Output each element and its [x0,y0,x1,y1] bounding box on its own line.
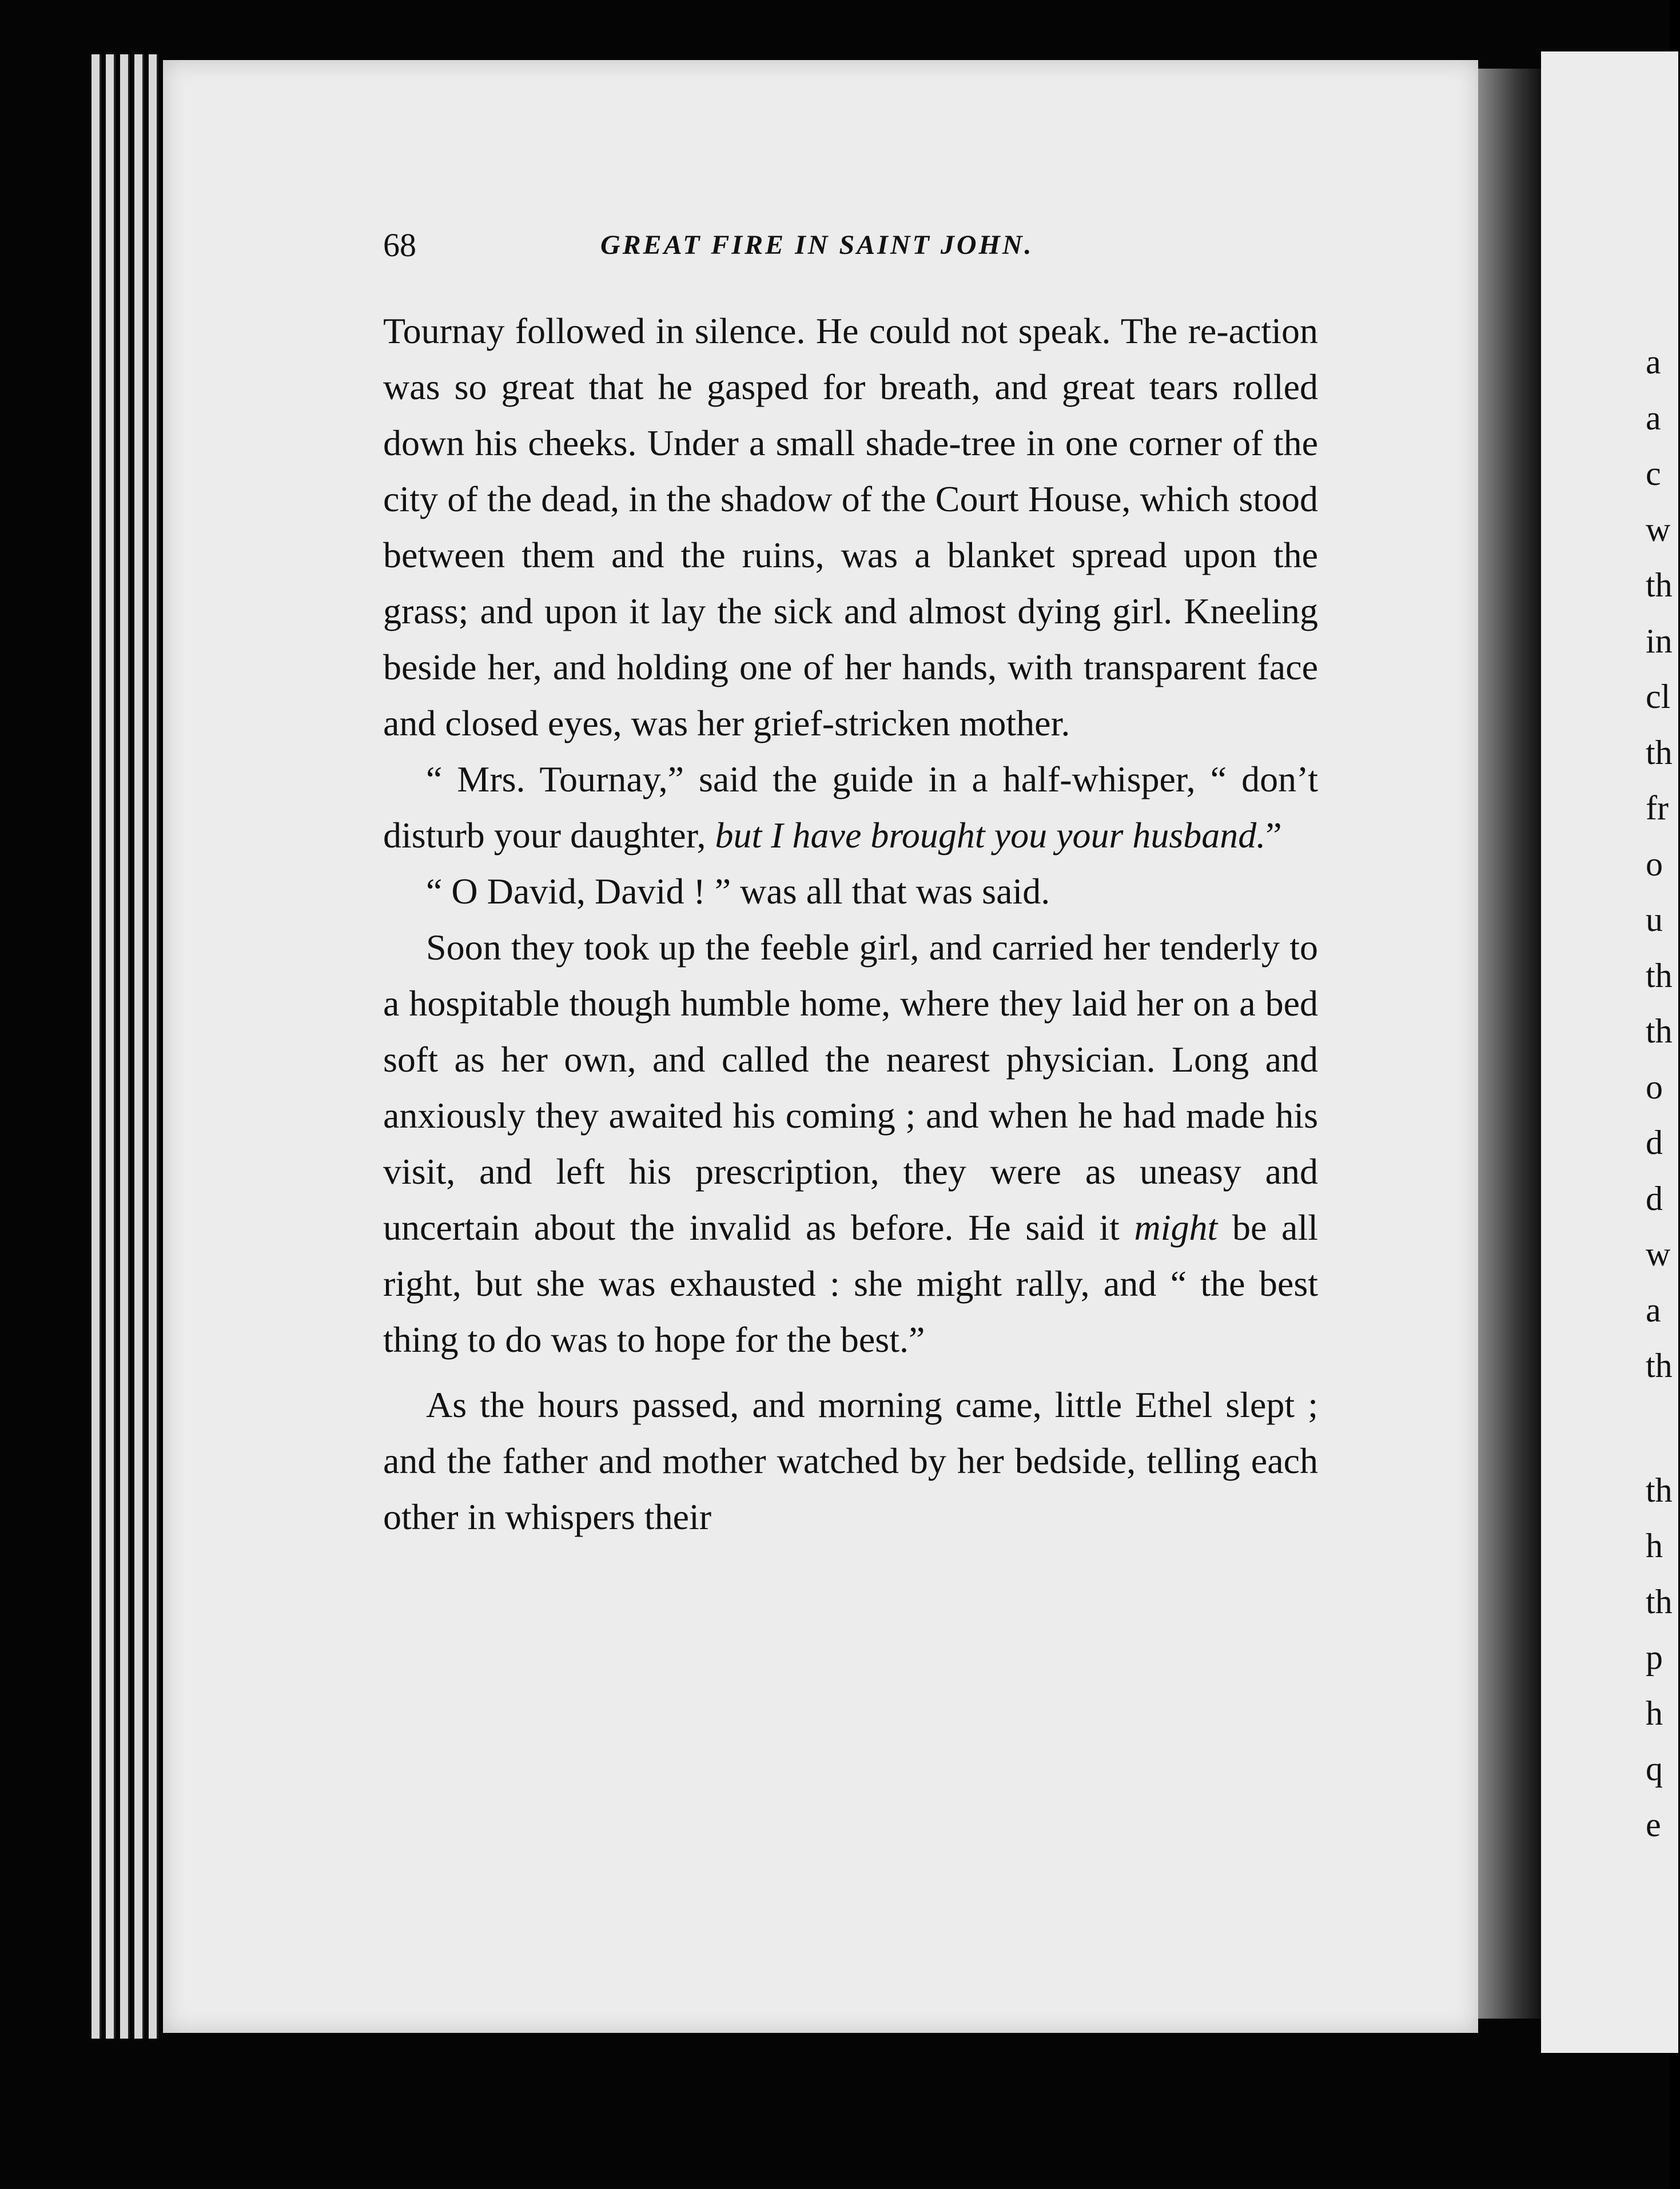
text-run: “ Mrs. Tournay,” said the guide in a half-whisper, “ don’t disturb your daughter, [383,759,1318,855]
paragraph [383,920,1318,1368]
right-page-line-fragment: c [1646,455,1661,492]
right-page-line-fragment: w [1646,510,1671,548]
paragraph [383,303,1318,751]
page-edge [149,54,158,2039]
page-edge [134,54,144,2039]
right-page-line-fragment [1646,1394,1680,1463]
book-gutter [1478,69,1541,2019]
page-header [383,226,1327,272]
page-edge [106,54,116,2039]
page-edge [91,54,101,2039]
right-page-line-fragment: h [1646,1694,1663,1732]
right-page-line-fragment: p [1646,1638,1663,1676]
italic-text: but I have brought you your husband. [715,815,1266,855]
right-page-line-fragment: th [1646,956,1673,994]
right-page-line-fragment: th [1646,566,1673,604]
text-run: be all right, but she was exhausted : she might rally, and “ the best thing to do was to hope for the best.” [383,1207,1319,1360]
right-page-line-fragment: th [1646,733,1673,771]
right-page-line-fragment: in [1646,622,1673,660]
right-page-line-fragment: d [1646,1124,1663,1161]
right-page-line-fragment: a [1646,343,1661,381]
right-page-line-fragment: a [1646,1291,1661,1329]
paragraph [383,1377,1318,1545]
right-page-line-fragment: d [1646,1179,1663,1217]
text-run: As the hours passed, and morning came, little Ethel slept ; and the father and mother watched by her bedside, telling each other in whispers their [383,1384,1318,1537]
text-run: “ O David, David ! ” was all that was said. [426,871,1050,912]
right-page-line-fragment: q [1646,1750,1663,1788]
body-text [383,303,1318,1545]
right-page-line-fragment: a [1646,399,1661,437]
text-run: Tournay followed in silence. He could not speak. The re-action was so great that he gasped for breath, and great tears rolled down his cheeks. Under a small shade-tree in one corner of the city of the dead, in the shadow of the Court House, which stood between them and the ruins, was a blanket spread upon the grass; and upon it lay the sick and almost dying girl. Kneeling beside her, and holding one of her hands, with transparent face and closed eyes, was her grief-stricken mother. [383,311,1318,743]
right-page-line-fragment: h [1646,1527,1663,1565]
right-page-line-fragment: cl [1646,678,1671,715]
right-page-line-fragment: th [1646,1582,1673,1621]
paragraph [383,751,1318,863]
right-page-line-fragment: th [1646,1347,1673,1384]
paragraph [383,863,1318,920]
page-number: 68 [383,226,416,264]
right-page-line-fragment: u [1646,901,1663,938]
right-page-text-fragments [1646,335,1680,1853]
text-run: ” [1265,815,1282,855]
page-edge [120,54,130,2039]
right-page-line-fragment: o [1646,1068,1663,1106]
right-page-line-fragment: e [1646,1805,1661,1844]
italic-text: might [1134,1207,1218,1248]
text-run: Soon they took up the feeble girl, and carried her tenderly to a hospitable though humble home, where they laid her on a bed soft as her own, and called the nearest physician. Long and anxiously they awaited his coming ; and when he had made his visit, and left his prescription, they were as uneasy and uncertain about the invalid as before. He said it [383,927,1318,1248]
right-page-line-fragment: w [1646,1235,1671,1273]
right-page-line-fragment: fr [1646,789,1669,827]
running-title: GREAT FIRE IN SAINT JOHN. [600,230,1034,260]
right-page-line-fragment: th [1646,1471,1673,1509]
right-page-line-fragment: th [1646,1012,1673,1050]
right-page-line-fragment: o [1646,845,1663,883]
